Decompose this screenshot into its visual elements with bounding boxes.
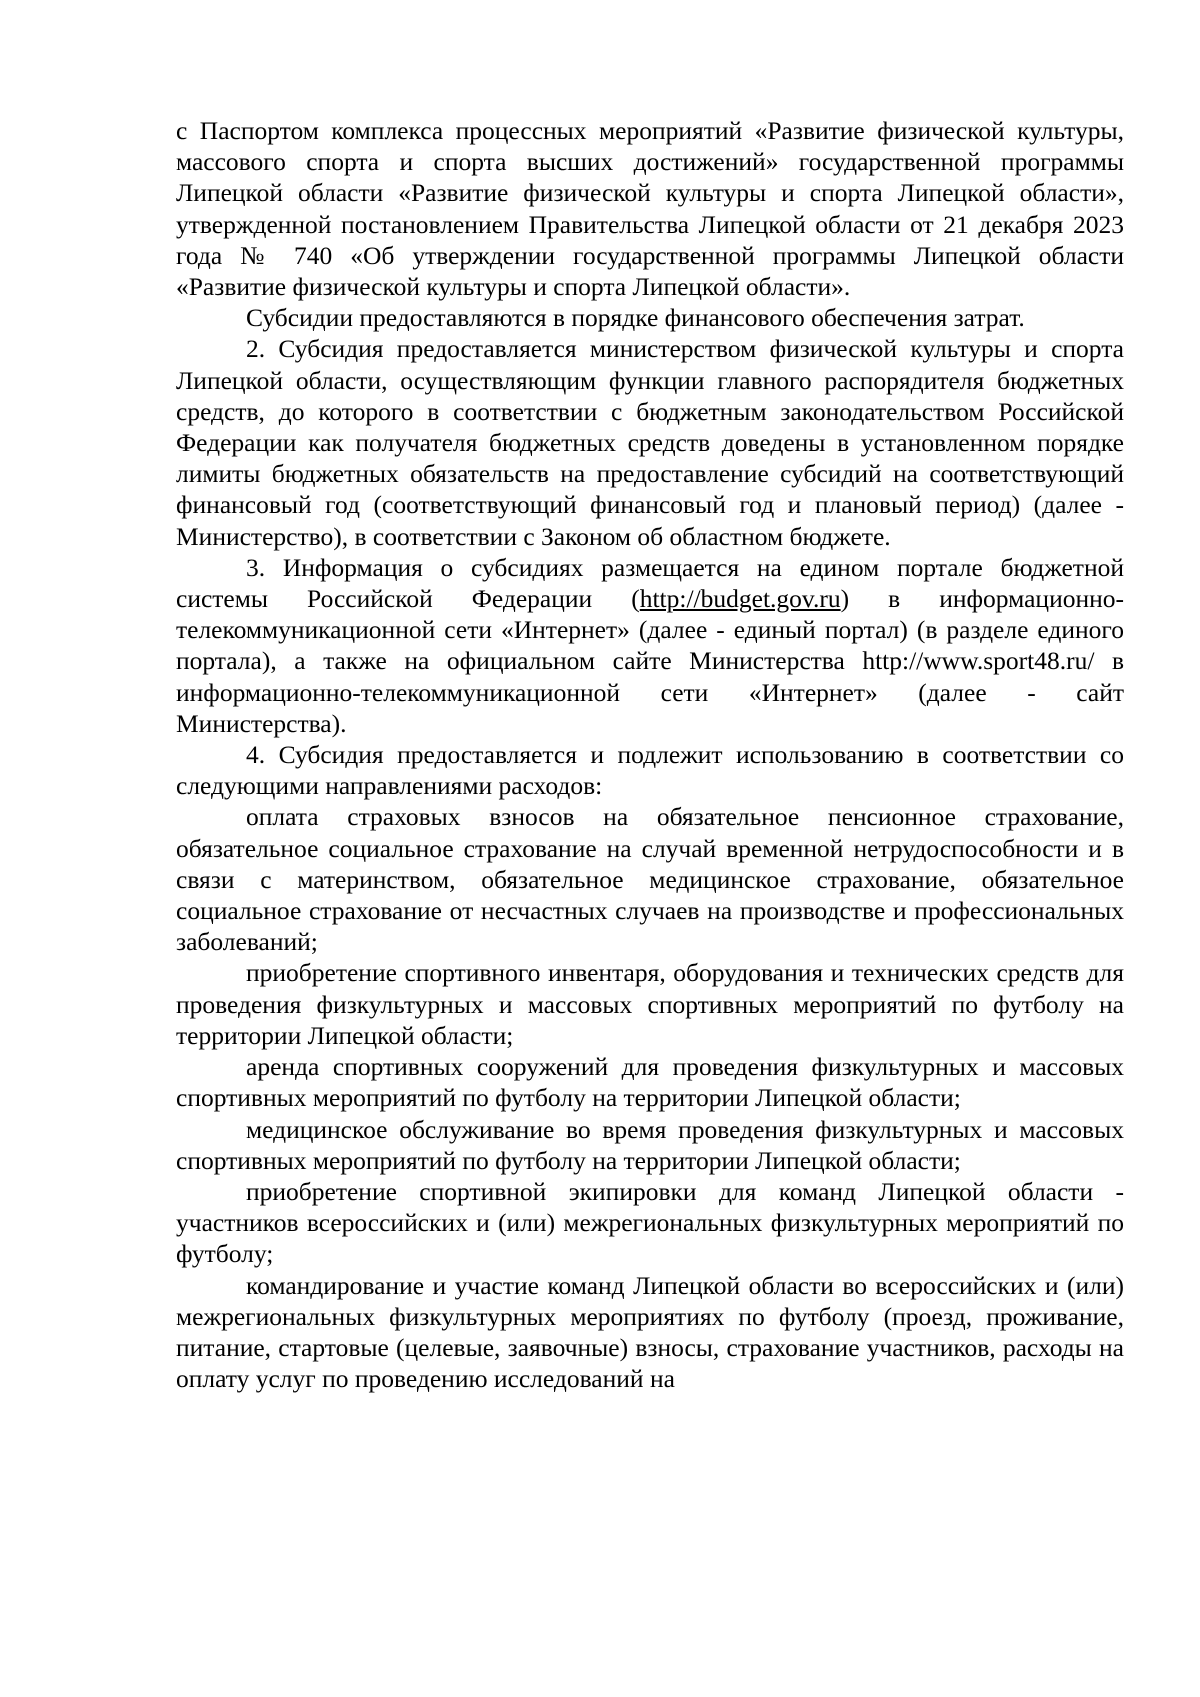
expense-item-gear: приобретение спортивной экипировки для команд Липецкой области - участников всероссийских и (или) межрегиональных физкультурных мероприятий по футболу;: [176, 1176, 1124, 1269]
expense-item-rent: аренда спортивных сооружений для проведения физкультурных и массовых спортивных мероприятий по футболу на территории Липецкой области;: [176, 1052, 1124, 1113]
paragraph-subsidy-procedure: Субсидии предоставляются в порядке финансового обеспечения затрат.: [246, 303, 1025, 333]
expense-item-insurance: оплата страховых взносов на обязательное пенсионное страхование, обязательное социальное страхование на случай временной нетрудоспособности и в связи с материнством, обязательное медицинское страхование, обязательное социальное страхование от несчастных случаев на производстве и профессиональных заболеваний;: [176, 802, 1124, 957]
paragraph-item-3-text-before: 3. Информация о субсидиях размещается на едином портале бюджетной системы Российской Федерации (: [176, 552, 1124, 614]
expense-item-equipment: приобретение спортивного инвентаря, оборудования и технических средств для проведения физкультурных и массовых спортивных мероприятий по футболу на территории Липецкой области;: [176, 958, 1124, 1050]
expense-item-medical: медицинское обслуживание во время проведения физкультурных и массовых спортивных мероприятий по футболу на территории Липецкой области;: [176, 1114, 1124, 1175]
paragraph-item-3: [176, 552, 1124, 739]
paragraph-item-4: 4. Субсидия предоставляется и подлежит использованию в соответствии со следующими направлениями расходов:: [176, 740, 1124, 801]
document-body: [176, 115, 1124, 1394]
budget-portal-link[interactable]: http://budget.gov.ru: [639, 584, 841, 614]
expense-item-travel: командирование и участие команд Липецкой области во всероссийских и (или) межрегиональных физкультурных мероприятиях по футболу (проезд, проживание, питание, стартовые (целевые, заявочные) взносы, страхование участников, расходы на оплату услуг по проведению исследований на: [176, 1270, 1124, 1394]
paragraph-item-3-text-after: ) в информационно-телекоммуникационной сети «Интернет» (далее - единый портал) (в разделе единого портала), а также на официальном сайте Министерства http://www.sport48.ru/ в информационно-телекоммуникационной сети «Интернет» (далее - сайт Министерства).: [176, 584, 1125, 738]
paragraph-item-2: 2. Субсидия предоставляется министерством физической культуры и спорта Липецкой области, осуществляющим функции главного распорядителя бюджетных средств, до которого в соответствии с бюджетным законодательством Российской Федерации как получателя бюджетных средств доведены в установленном порядке лимиты бюджетных обязательств на предоставление субсидий на соответствующий финансовый год (соответствующий финансовый год и плановый период) (далее - Министерство), в соответствии с Законом об областном бюджете.: [176, 334, 1124, 551]
paragraph-passport-reference: с Паспортом комплекса процессных мероприятий «Развитие физической культуры, массового спорта и спорта высших достижений» государственной программы Липецкой области «Развитие физической культуры и спорта Липецкой области», утвержденной постановлением Правительства Липецкой области от 21 декабря 2023 года № 740 «Об утверждении государственной программы Липецкой области «Развитие физической культуры и спорта Липецкой области».: [176, 116, 1124, 302]
